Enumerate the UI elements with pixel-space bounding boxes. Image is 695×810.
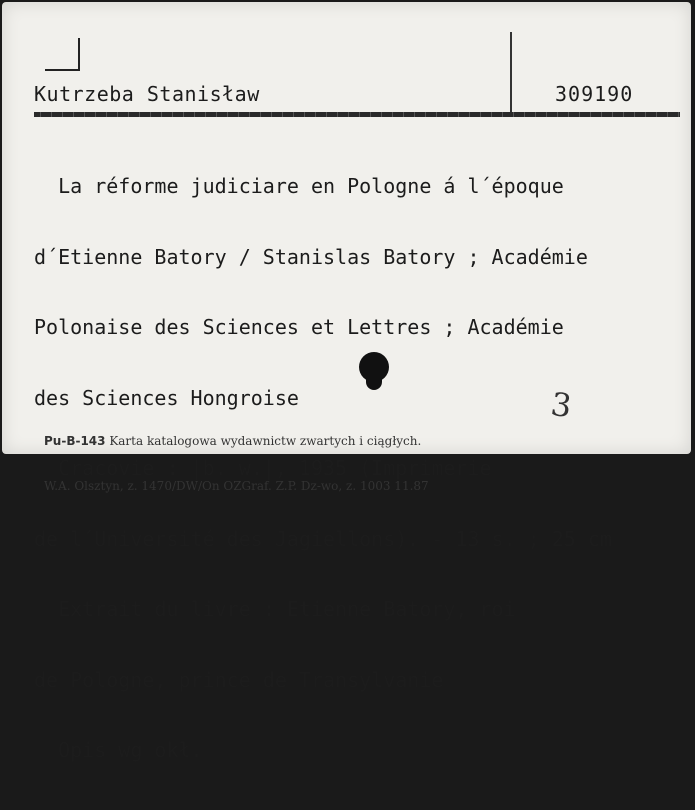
description-line: Opis wg okł. [34, 738, 203, 762]
card-footer [44, 404, 429, 524]
footer-form-title: Karta katalogowa wydawnictw zwartych i ciągłych. [105, 434, 422, 448]
description-line: Extrait du livre : Etienne Batory, roi [34, 597, 516, 621]
description-line: de Pologne, prince de Transylvanie [34, 667, 444, 692]
description-line: d´Etienne Batory / Stanislas Batory ; Académie [34, 244, 588, 269]
header-rule [34, 112, 680, 117]
call-number: 309190 [555, 82, 634, 106]
description-line: de l´Université des Jagiellons). - 13 s. ; 25 cm [34, 526, 612, 551]
footer-line-2: W.A. Olsztyn, z. 1470/DW/On OZGraf. Z.P. Dz-wo, z. 1003 11.87 [44, 479, 429, 493]
description-line: La réforme judiciare en Pologne á l´époque [34, 174, 564, 198]
header-divider [510, 32, 512, 114]
description-line: des Sciences Hongroise [34, 385, 299, 410]
description-line: Cracovie : |b. w.|, 1935 (Imprimerie [34, 456, 492, 480]
corner-bracket-base [45, 69, 80, 71]
description-line: Polonaise des Sciences et Lettres ; Académie [34, 315, 564, 339]
handwritten-mark: 3 [548, 384, 574, 426]
footer-form-code: Pu-B-143 [44, 434, 106, 448]
footer-line-1 [44, 434, 429, 449]
author-heading: Kutrzeba Stanisław [34, 82, 260, 106]
corner-bracket [78, 38, 80, 71]
catalog-card [2, 2, 691, 762]
